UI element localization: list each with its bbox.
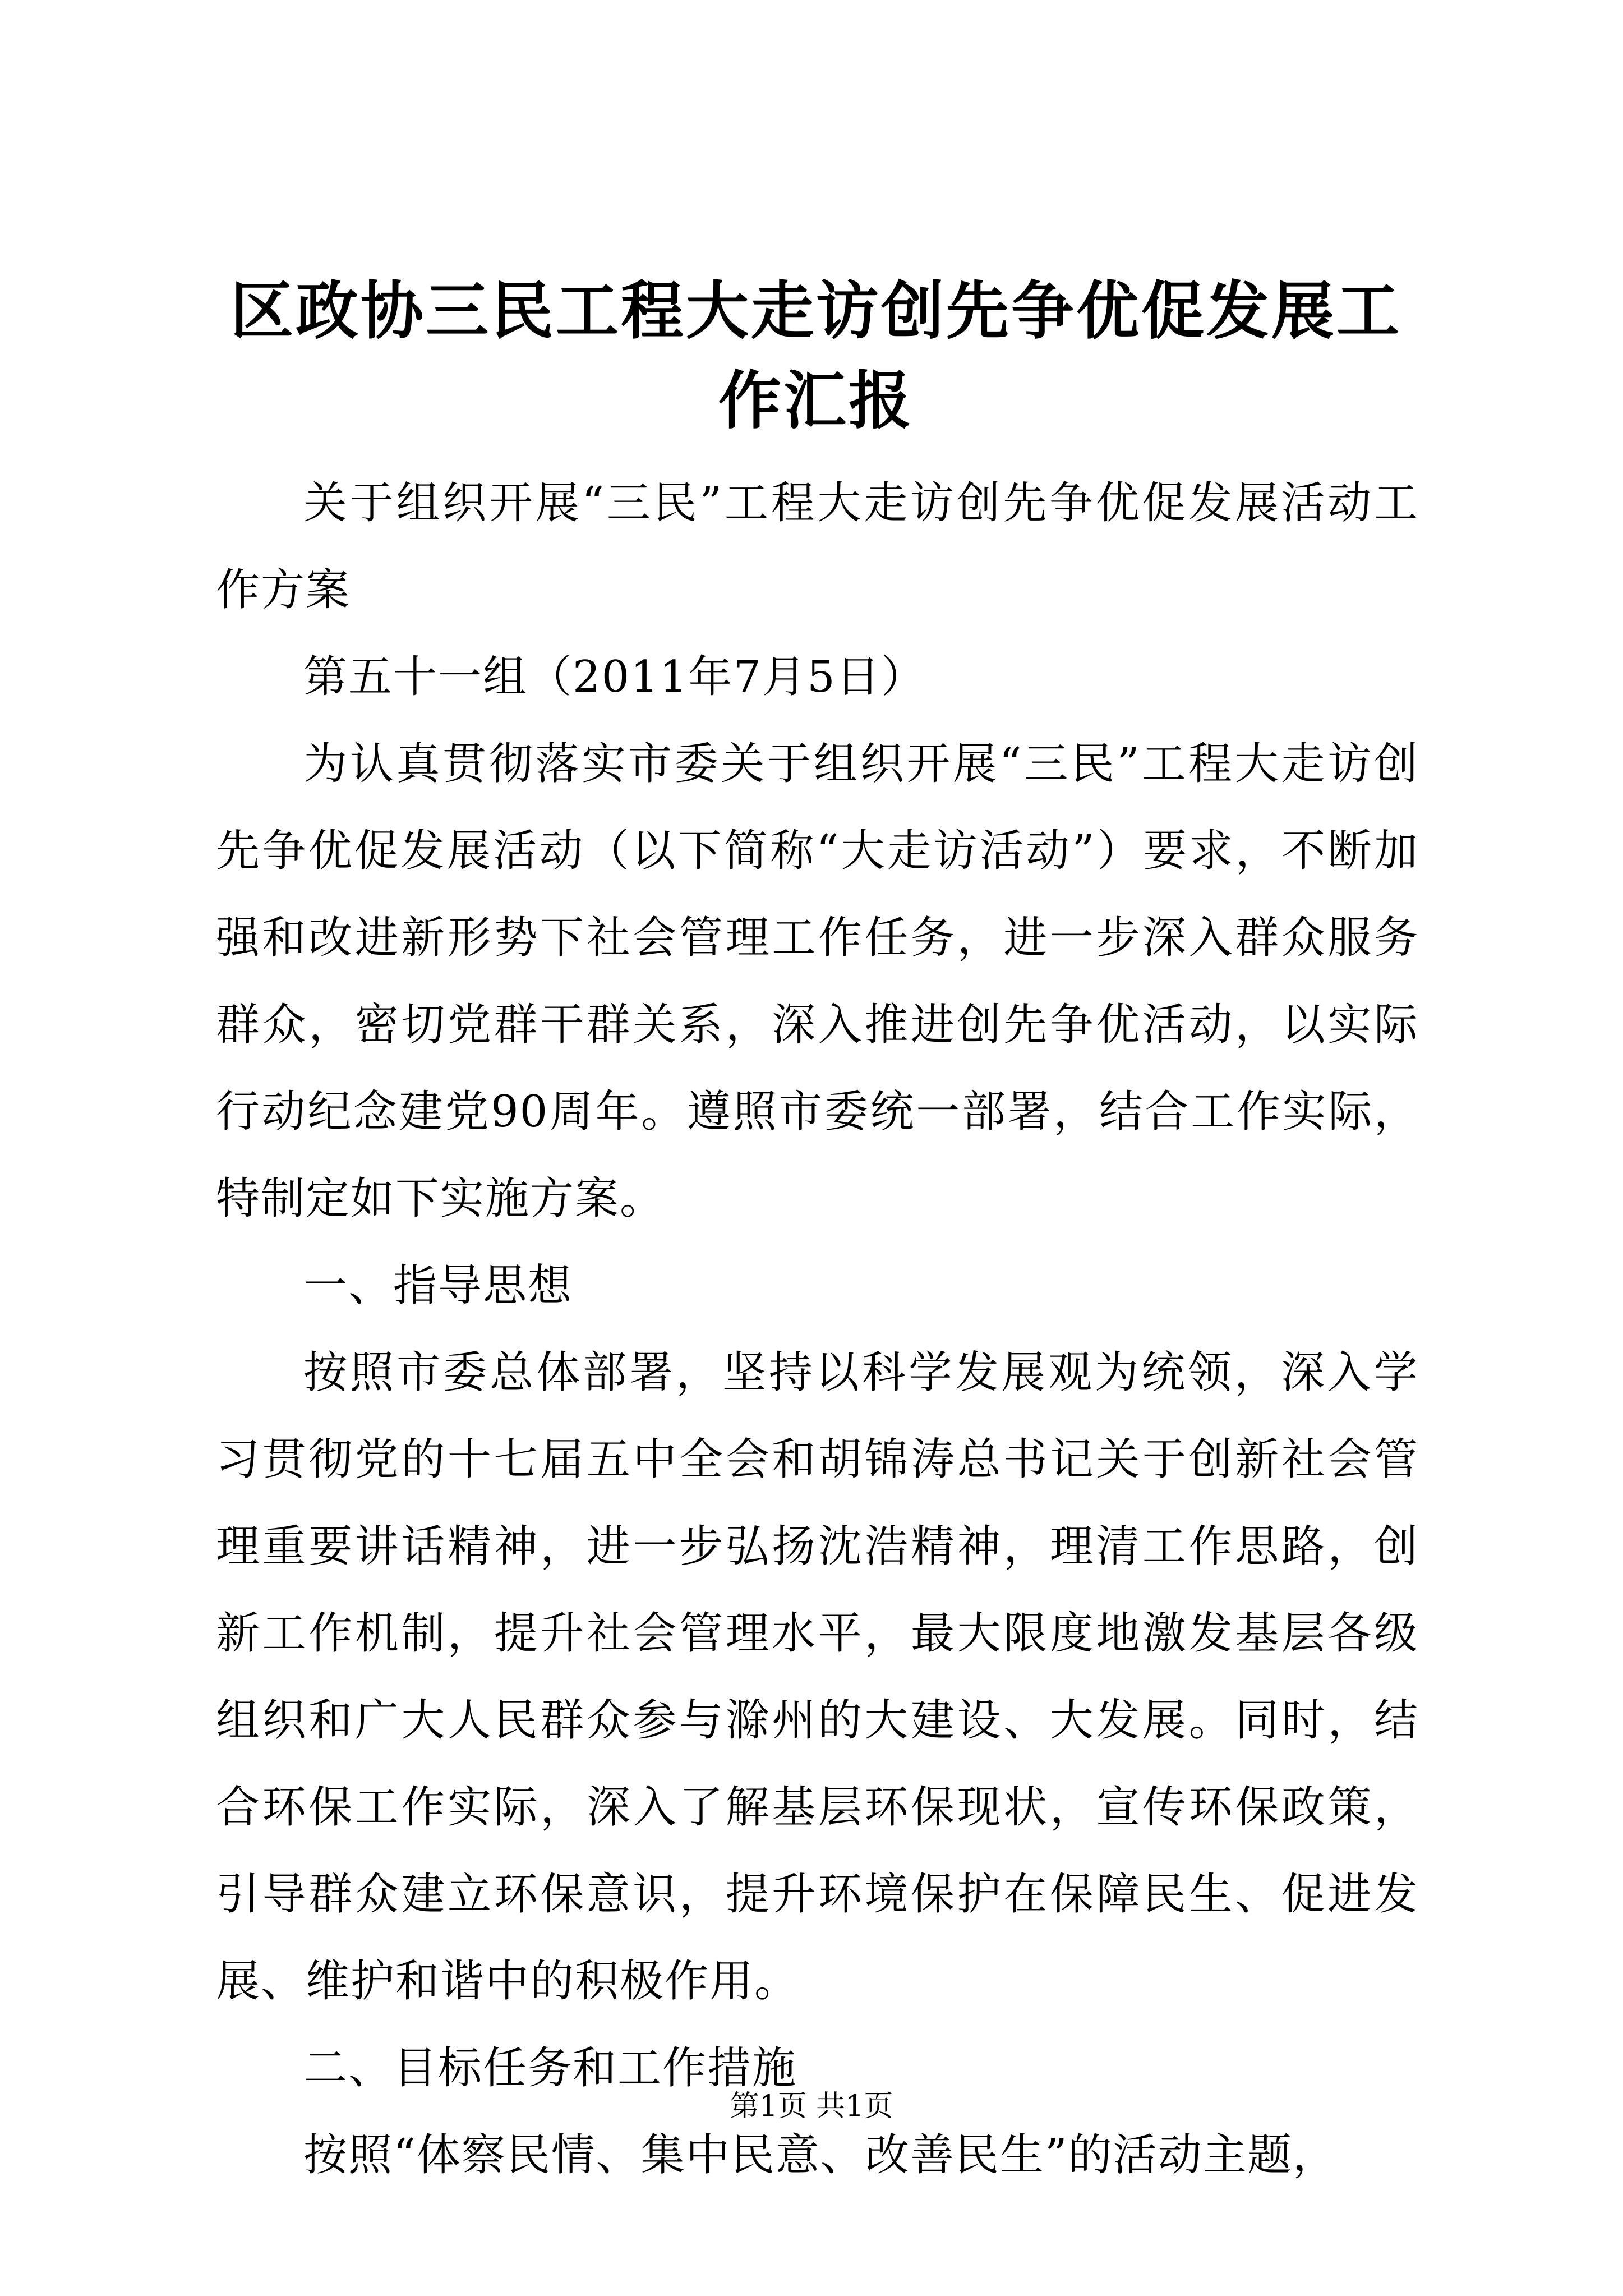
group-date-line: 第五十一组（2011年7月5日） xyxy=(303,652,926,702)
section-heading-goals-measures: 二、目标任务和工作措施 xyxy=(303,2043,797,2093)
page-footer: 第1页 共1页 xyxy=(730,2090,893,2123)
goals-paragraph: 按照“体察民情、集中民意、改善民生”的活动主题， xyxy=(303,2130,1338,2180)
guiding-ideology-paragraph: 按照市委总体部署，坚持以科学发展观为统领，深入学习贯彻党的十七届五中全会和胡锦涛总书记关于创新社会管理重要讲话精神，进一步弘扬沈浩精神，理清工作思路，创新工作机制，提升社会管理水平，最大限度地激发基层各级组织和广大人民群众参与滁州的大建设、大发展。同时，结合环保工作实际，深入了解基层环保现状，宣传环保政策，引导群众建立环保意识，提升环境保护在保障民生、促进发展、维护和谐中的积极作用。 xyxy=(216,1347,1419,2007)
section-heading-guiding-ideology: 一、指导思想 xyxy=(303,1260,573,1311)
document-body xyxy=(216,460,1419,2199)
document-title: 区政协三民工程大走访创先争优促发展工作汇报 xyxy=(230,274,1401,438)
intro-paragraph: 为认真贯彻落实市委关于组织开展“三民”工程大走访创先争优促发展活动（以下简称“大走访活动”）要求，不断加强和改进新形势下社会管理工作任务，进一步深入群众服务群众，密切党群干群关系，深入推进创先争优活动，以实际行动纪念建党90周年。遵照市委统一部署，结合工作实际，特制定如下实施方案。 xyxy=(216,739,1419,1224)
subtitle-paragraph: 关于组织开展“三民”工程大走访创先争优促发展活动工作方案 xyxy=(216,478,1419,615)
